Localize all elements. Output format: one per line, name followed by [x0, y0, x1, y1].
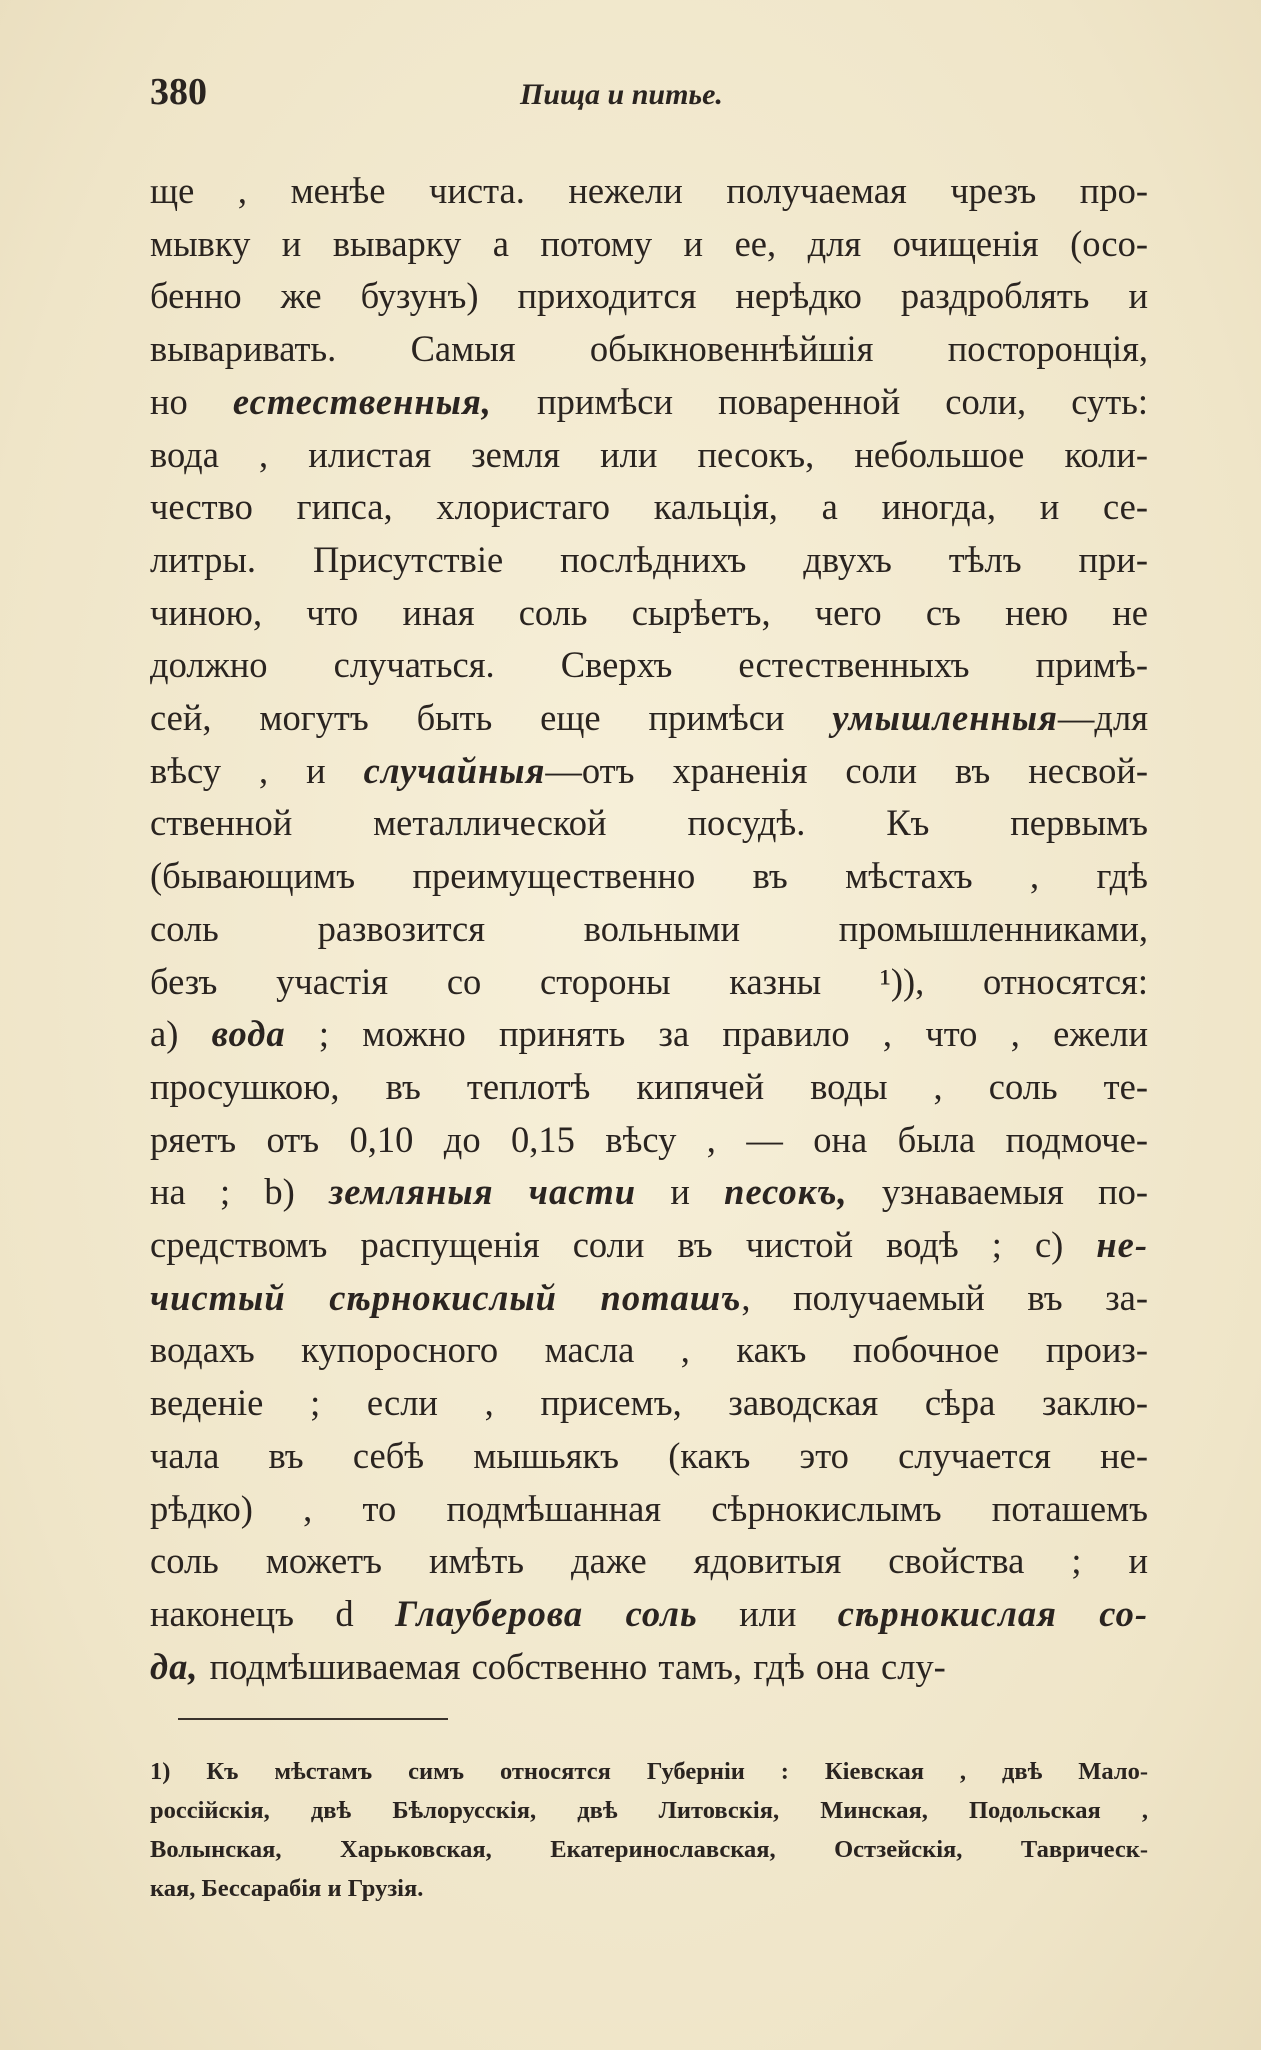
text-run: но: [150, 380, 233, 422]
text-run: просушкою, въ теплотѣ кипячей воды , соль те-: [150, 1065, 1148, 1107]
text-run: вода , илистая земля или песокъ, небольшое коли-: [150, 433, 1148, 475]
text-run: и: [636, 1171, 725, 1213]
body-line: [150, 903, 1148, 956]
text-run: безъ участія со стороны казны ¹)), относятся:: [150, 960, 1148, 1002]
italic-term: вода: [211, 1013, 286, 1055]
page-number: 380: [150, 71, 207, 113]
text-run: на ; b): [150, 1171, 330, 1213]
italic-term: песокъ,: [724, 1171, 848, 1213]
page-header: [150, 70, 1050, 120]
footnote-line: Волынская, Харьковская, Екатеринославская, Остзейскія, Таврическ-: [150, 1836, 1148, 1863]
text-run: —для: [1057, 697, 1148, 739]
body-line: [150, 692, 1148, 745]
body-line: [150, 165, 1148, 218]
body-line: [150, 218, 1148, 271]
italic-term: случайныя: [363, 749, 546, 791]
text-run: наконецъ d: [150, 1592, 396, 1634]
text-run: сей, могутъ быть еще примѣси: [150, 697, 833, 739]
body-line: [150, 481, 1148, 534]
footnote-rule: [178, 1718, 448, 1720]
text-run: узнаваемыя по-: [847, 1171, 1149, 1213]
body-line: [150, 1588, 1148, 1641]
body-line: [150, 1483, 1148, 1536]
body-line: [150, 270, 1148, 323]
text-run: бенно же бузунъ) приходится нерѣдко раздроблять и: [150, 275, 1148, 317]
text-run: —отъ храненія соли въ несвой-: [545, 749, 1149, 791]
footnote-line: 1) Къ мѣстамъ симъ относятся Губерніи : Кіевская , двѣ Мало-: [150, 1758, 1148, 1785]
body-line: [150, 534, 1148, 587]
body-line: [150, 956, 1148, 1009]
body-line: [150, 1008, 1148, 1061]
text-run: , получаемый въ за-: [741, 1276, 1148, 1318]
text-run: литры. Присутствіе послѣднихъ двухъ тѣлъ при-: [150, 538, 1148, 580]
italic-term: сѣрнокислая со-: [837, 1592, 1148, 1634]
body-line: [150, 850, 1148, 903]
text-run: рѣдко) , то подмѣшанная сѣрнокислымъ поташемъ: [150, 1487, 1148, 1529]
footnote-line: россійскія, двѣ Бѣлорусскія, двѣ Литовскія, Минская, Подольская ,: [150, 1797, 1148, 1824]
italic-term: да,: [150, 1645, 199, 1687]
italic-term: Глауберова соль: [395, 1592, 698, 1634]
text-run: чала въ себѣ мышьякъ (какъ это случается не-: [150, 1434, 1148, 1476]
text-run: подмѣшиваемая собственно тамъ, гдѣ она слу-: [198, 1645, 946, 1687]
text-run: мывку и выварку а потому и ее, для очищенія (осо-: [150, 222, 1148, 264]
footnote: [150, 1752, 1148, 1908]
body-line: [150, 639, 1148, 692]
text-run: веденіе ; если , присемъ, заводская сѣра заклю-: [150, 1382, 1148, 1424]
text-run: соль развозится вольными промышленниками,: [150, 907, 1148, 949]
text-run: примѣси поваренной соли, суть:: [491, 380, 1148, 422]
text-run: ; можно принять за правило , что , ежели: [285, 1013, 1148, 1055]
running-title: Пища и питье.: [520, 78, 723, 111]
text-run: а): [150, 1013, 212, 1055]
italic-term: чистый сѣрнокислый поташъ: [150, 1276, 742, 1318]
body-line: [150, 1061, 1148, 1114]
italic-term: умышленныя: [832, 697, 1058, 739]
body-line: [150, 1535, 1148, 1588]
body-text: [150, 165, 1148, 1693]
body-line: [150, 376, 1148, 429]
body-line: [150, 1377, 1148, 1430]
body-line: [150, 429, 1148, 482]
text-run: чество гипса, хлористаго кальція, а иногда, и се-: [150, 486, 1148, 528]
text-run: вываривать. Самыя обыкновеннѣйшія посторонція,: [150, 328, 1148, 370]
body-line: [150, 1114, 1148, 1167]
body-line: [150, 1219, 1148, 1272]
text-run: ряетъ отъ 0,10 до 0,15 вѣсу , — она была подмоче-: [150, 1118, 1148, 1160]
body-line: [150, 1166, 1148, 1219]
body-line: [150, 1272, 1148, 1325]
italic-term: естественныя,: [232, 380, 492, 422]
italic-term: не-: [1096, 1224, 1148, 1266]
body-line: [150, 1430, 1148, 1483]
text-run: вѣсу , и: [150, 749, 364, 791]
italic-term: земляныя части: [329, 1171, 637, 1213]
text-run: соль можетъ имѣть даже ядовитыя свойства ; и: [150, 1540, 1148, 1582]
body-line: [150, 797, 1148, 850]
text-run: ственной металлической посудѣ. Къ первымъ: [150, 802, 1148, 844]
text-run: ще , менѣе чиста. нежели получаемая чрезъ про-: [150, 170, 1148, 211]
text-run: или: [697, 1592, 838, 1634]
text-run: водахъ купоросного масла , какъ побочное произ-: [150, 1329, 1148, 1371]
body-line: [150, 1324, 1148, 1377]
text-run: должно случаться. Сверхъ естественныхъ примѣ-: [150, 644, 1148, 686]
body-line: [150, 1641, 1148, 1694]
body-line: [150, 323, 1148, 376]
text-run: средствомъ распущенія соли въ чистой водѣ ; с): [150, 1224, 1097, 1266]
text-run: (бывающимъ преимущественно въ мѣстахъ , гдѣ: [150, 855, 1148, 897]
body-line: [150, 587, 1148, 640]
body-line: [150, 745, 1148, 798]
text-run: чиною, что иная соль сырѣетъ, чего съ нею не: [150, 591, 1148, 633]
footnote-line: кая, Бессарабія и Грузія.: [150, 1875, 424, 1902]
